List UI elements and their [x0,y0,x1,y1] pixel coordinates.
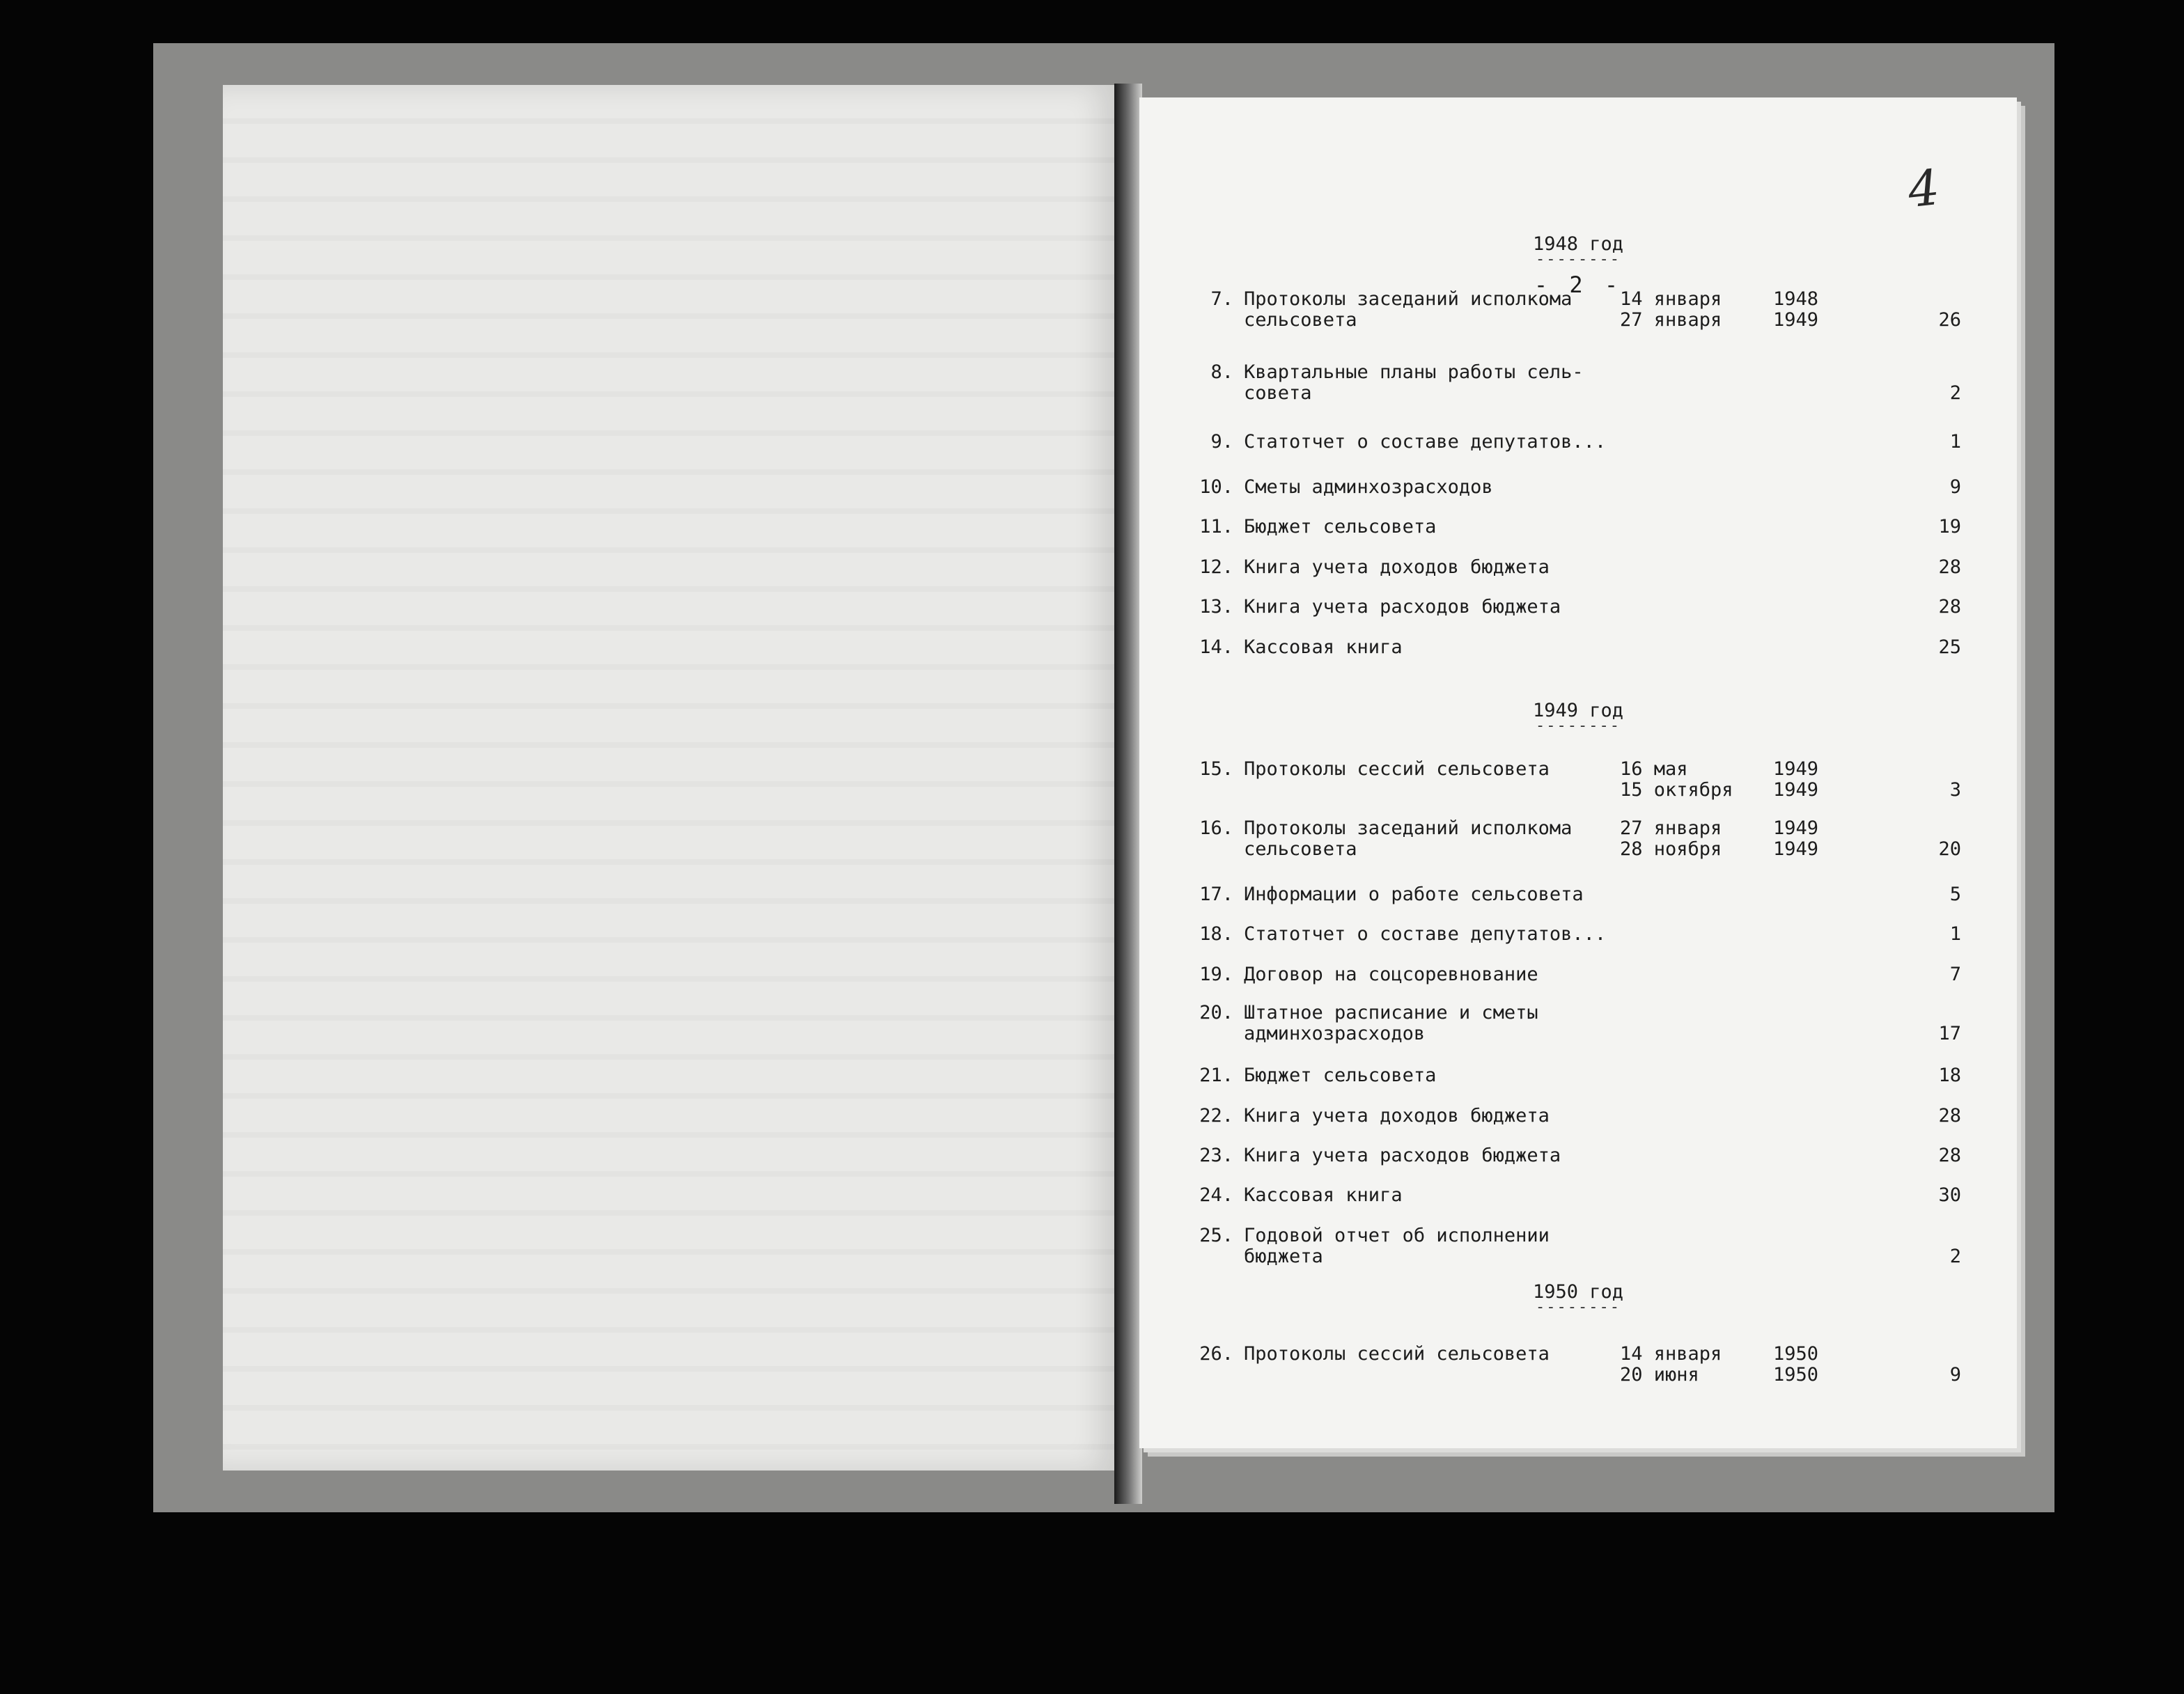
item-title: Книга учета расходов бюджета [1244,596,1561,618]
item-title: Квартальные планы работы сель- совета [1244,361,1584,404]
item-sheet-count: 9 [1949,1364,1961,1386]
item-title: Книга учета расходов бюджета [1244,1145,1561,1166]
item-number: 17. [1199,884,1233,905]
item-sheet-count: 30 [1938,1184,1961,1206]
item-title: Кассовая книга [1244,1184,1403,1206]
item-sheet-count: 18 [1938,1065,1961,1086]
item-title: Бюджет сельсовета [1244,516,1437,538]
item-years: 1950 1950 [1773,1343,1819,1386]
item-number: 8. [1210,361,1233,383]
item-number: 13. [1199,596,1233,618]
item-sheet-count: 3 [1949,779,1961,801]
item-title: Протоколы сессий сельсовета [1244,1343,1550,1365]
year-heading-underline: -------- [1536,717,1621,735]
book-gutter [1114,84,1142,1504]
item-title: Кассовая книга [1244,636,1403,658]
item-dates: 14 января 20 июня [1620,1343,1722,1386]
item-dates: 14 января 27 января [1620,288,1722,331]
item-title: Сметы админхозрасходов [1244,476,1493,498]
item-title: Бюджет сельсовета [1244,1065,1437,1086]
item-number: 21. [1199,1065,1233,1086]
item-years: 1949 1949 [1773,817,1819,860]
year-heading-text: 1948 год [1532,233,1624,255]
left-page-faded [223,85,1121,1471]
item-number: 7. [1210,288,1233,310]
item-number: 25. [1199,1225,1233,1246]
item-sheet-count: 19 [1938,516,1961,538]
item-sheet-count: 2 [1949,1246,1961,1267]
item-title: Протоколы заседаний исполкома сельсовета [1244,288,1573,331]
item-title: Договор на соцсоревнование [1244,964,1538,985]
item-title: Годовой отчет об исполнении бюджета [1244,1225,1550,1267]
item-number: 15. [1199,758,1233,780]
item-title: Протоколы сессий сельсовета [1244,758,1550,780]
item-sheet-count: 25 [1938,636,1961,658]
item-sheet-count: 28 [1938,596,1961,618]
item-sheet-count: 28 [1938,1105,1961,1127]
item-sheet-count: 1 [1949,923,1961,945]
item-number: 22. [1199,1105,1233,1127]
item-number: 20. [1199,1002,1233,1024]
item-sheet-count: 20 [1938,838,1961,860]
year-heading [1139,1281,2017,1316]
item-sheet-count: 26 [1938,309,1961,331]
item-title: Книга учета доходов бюджета [1244,1105,1550,1127]
page-number: - 2 - [1534,272,1623,298]
item-number: 9. [1210,431,1233,453]
item-number: 24. [1199,1184,1233,1206]
item-years: 1948 1949 [1773,288,1819,331]
item-number: 14. [1199,636,1233,658]
item-number: 26. [1199,1343,1233,1365]
year-heading [1139,700,2017,735]
item-number: 16. [1199,817,1233,839]
item-title: Статотчет о составе депутатов... [1244,923,1607,945]
item-sheet-count: 17 [1938,1023,1961,1044]
item-number: 18. [1199,923,1233,945]
year-heading [1139,233,2017,268]
item-dates: 27 января 28 ноября [1620,817,1722,860]
item-sheet-count: 28 [1938,556,1961,578]
item-sheet-count: 2 [1949,382,1961,404]
item-sheet-count: 28 [1938,1145,1961,1166]
handwritten-page-mark: 4 [1905,158,1942,219]
item-number: 10. [1199,476,1233,498]
item-sheet-count: 9 [1949,476,1961,498]
item-sheet-count: 7 [1949,964,1961,985]
item-dates: 16 мая 15 октября [1620,758,1733,801]
item-title: Статотчет о составе депутатов... [1244,431,1607,453]
item-number: 11. [1199,516,1233,538]
year-heading-text: 1949 год [1532,700,1624,721]
year-heading-text: 1950 год [1532,1281,1624,1303]
right-page [1139,97,2017,1448]
inventory-list [1139,97,2017,1448]
item-number: 19. [1199,964,1233,985]
item-number: 12. [1199,556,1233,578]
year-heading-underline: -------- [1536,1299,1621,1316]
item-sheet-count: 1 [1949,431,1961,453]
item-years: 1949 1949 [1773,758,1819,801]
item-sheet-count: 5 [1949,884,1961,905]
item-title: Штатное расписание и сметы админхозрасходов [1244,1002,1538,1044]
year-heading-underline: -------- [1536,251,1621,268]
item-number: 23. [1199,1145,1233,1166]
item-title: Протоколы заседаний исполкома сельсовета [1244,817,1573,860]
item-title: Книга учета доходов бюджета [1244,556,1550,578]
bleed-through-text [223,85,1121,1471]
item-title: Информации о работе сельсовета [1244,884,1584,905]
